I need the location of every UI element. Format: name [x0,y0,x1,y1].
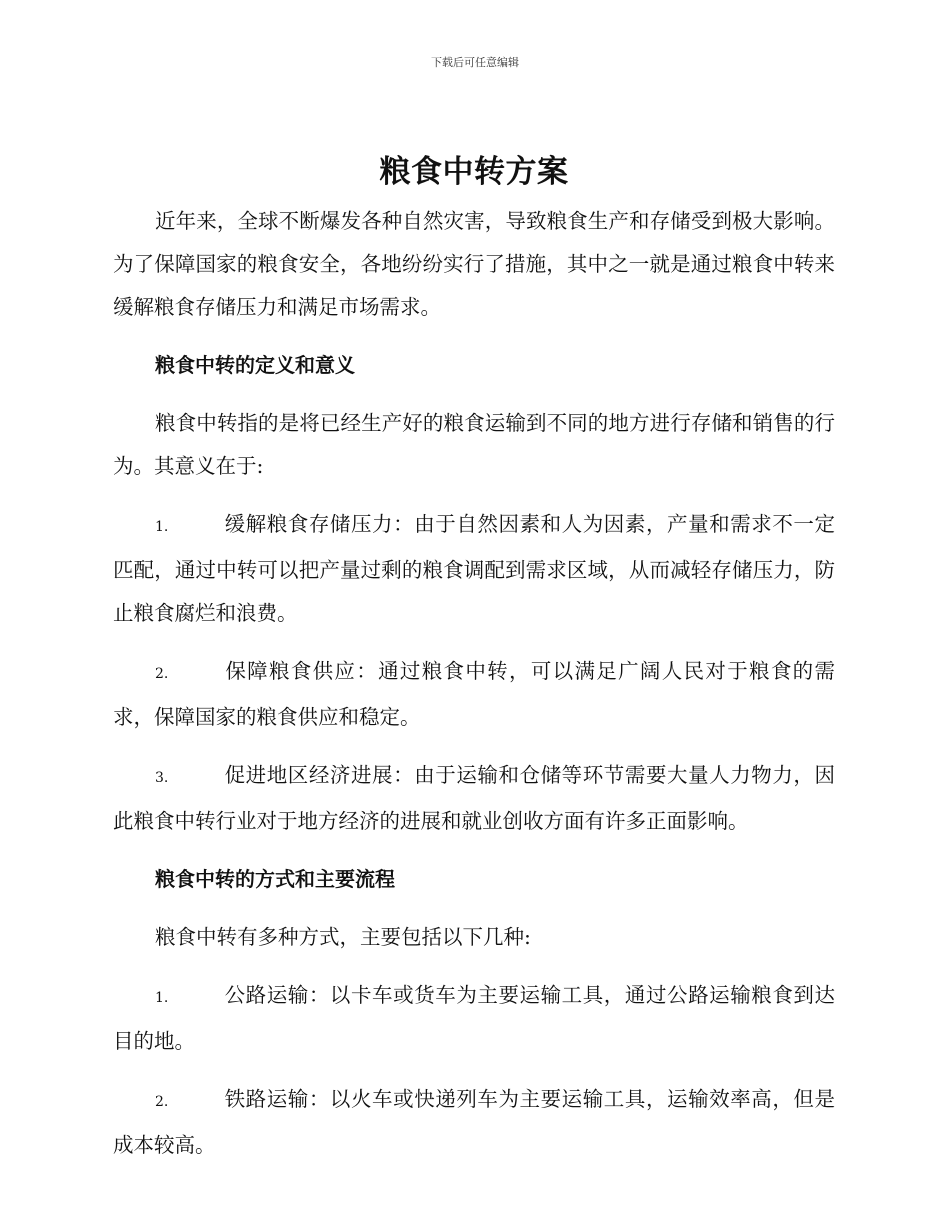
list-item [113,503,835,635]
list-number: 1. [155,519,169,535]
list-item-text: 铁路运输：以火车或快递列车为主要运输工具，运输效率高，但是成本较高。 [113,1087,835,1157]
header-note: 下载后可任意编辑 [431,56,519,69]
list-item [113,974,835,1063]
document-title: 粮食中转方案 [379,154,569,190]
list-number: 2. [155,1094,169,1110]
list-number: 2. [155,666,169,682]
list-item [113,1078,835,1167]
definition-paragraph: 粮食中转指的是将已经生产好的粮食运输到不同的地方进行存储和销售的行为。其意义在于: [113,411,835,478]
section-heading-definition: 粮食中转的定义和意义 [155,353,355,377]
list-number: 1. [155,990,169,1006]
document-body [113,148,835,1182]
list-number: 3. [155,770,169,786]
list-item [113,650,835,739]
list-item-text: 公路运输：以卡车或货车为主要运输工具，通过公路运输粮食到达目的地。 [113,983,835,1053]
intro-paragraph: 近年来，全球不断爆发各种自然灾害，导致粮食生产和存储受到极大影响。为了保障国家的粮食安全，各地纷纷实行了措施，其中之一就是通过粮食中转来缓解粮食存储压力和满足市场需求。 [113,209,835,319]
list-item-text: 促进地区经济进展：由于运输和仓储等环节需要大量人力物力，因此粮食中转行业对于地方经济的进展和就业创收方面有许多正面影响。 [113,763,835,833]
list-item-text: 缓解粮食存储压力：由于自然因素和人为因素，产量和需求不一定匹配，通过中转可以把产量过剩的粮食调配到需求区域，从而减轻存储压力，防止粮食腐烂和浪费。 [113,512,835,625]
list-item [113,754,835,843]
section-heading-methods: 粮食中转的方式和主要流程 [155,867,395,891]
list-item-text: 保障粮食供应：通过粮食中转，可以满足广阔人民对于粮食的需求，保障国家的粮食供应和稳定。 [113,659,835,729]
methods-paragraph: 粮食中转有多种方式，主要包括以下几种: [155,925,531,949]
